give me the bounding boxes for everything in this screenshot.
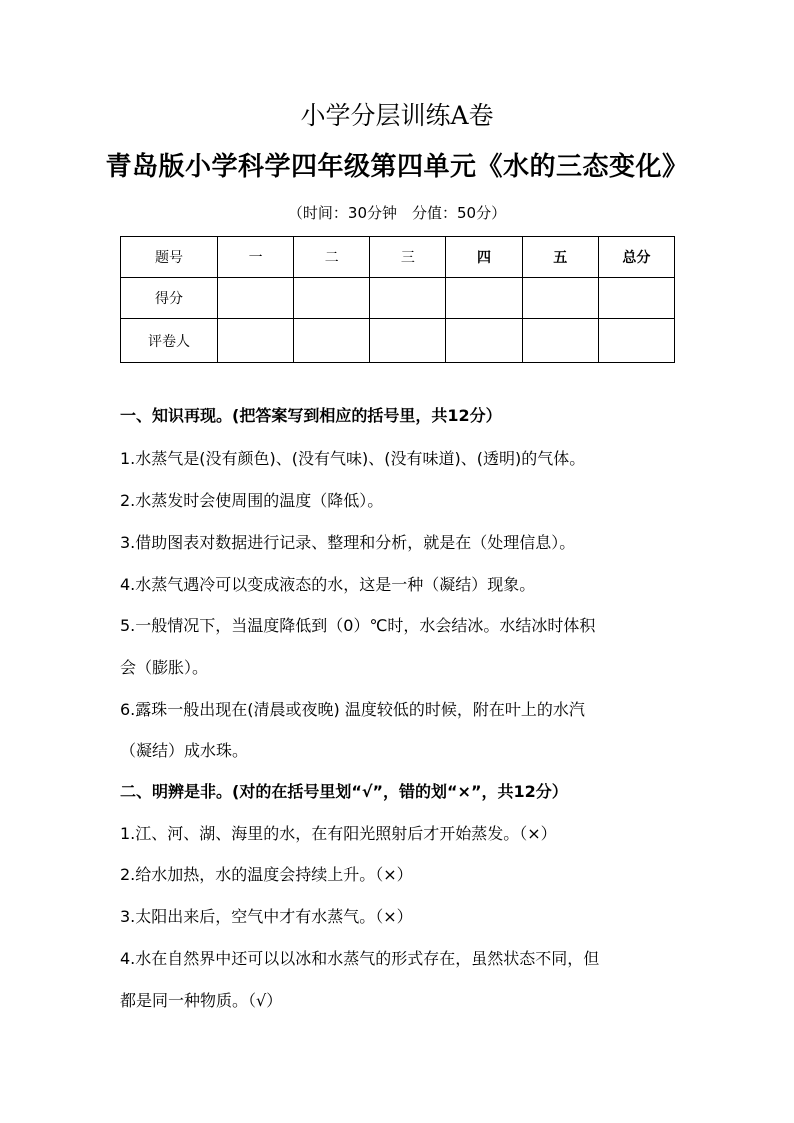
question-line: 1.水蒸气是(没有颜色)、(没有气味)、(没有味道)、(透明)的气体。	[120, 449, 586, 468]
exam-subtitle: 青岛版小学科学四年级第四单元《水的三态变化》	[105, 152, 689, 182]
exam-title: 小学分层训练A卷	[300, 101, 494, 130]
grader-cell[interactable]	[218, 319, 294, 363]
score-table-row-grader	[121, 319, 675, 363]
question-line: 会（膨胀）。	[120, 658, 209, 677]
score-cell[interactable]	[370, 278, 446, 319]
header-cell-2: 二	[294, 237, 370, 278]
header-cell-4: 四	[446, 237, 522, 278]
score-cell[interactable]	[446, 278, 522, 319]
question-line: 3.借助图表对数据进行记录、整理和分析，就是在（处理信息）。	[120, 533, 576, 552]
grader-cell[interactable]	[370, 319, 446, 363]
section-2-heading: 二、明辨是非。(对的在括号里划“√”，错的划“×”，共12分）	[120, 782, 568, 801]
header-cell-3: 三	[370, 237, 446, 278]
grader-cell[interactable]	[446, 319, 522, 363]
question-line: 4.水在自然界中还可以以冰和水蒸气的形式存在，虽然状态不同，但	[120, 949, 600, 968]
question-line: 5.一般情况下，当温度降低到（0）℃时，水会结冰。水结冰时体积	[120, 616, 596, 635]
question-line: 2.水蒸发时会使周围的温度（降低）。	[120, 491, 384, 510]
question-line: 2.给水加热，水的温度会持续上升。（×）	[120, 865, 413, 884]
question-line: 6.露珠一般出现在(清晨或夜晚) 温度较低的时候，附在叶上的水汽	[120, 700, 585, 719]
header-cell-1: 一	[218, 237, 294, 278]
row-label-score: 得分	[121, 278, 218, 319]
score-cell[interactable]	[598, 278, 674, 319]
section-1-heading: 一、知识再现。(把答案写到相应的括号里，共12分）	[120, 406, 502, 425]
question-line: （凝结）成水珠。	[120, 741, 249, 760]
question-line: 1.江、河、湖、海里的水，在有阳光照射后才开始蒸发。（×）	[120, 824, 557, 843]
score-cell[interactable]	[522, 278, 598, 319]
header-cell-question-number: 题号	[121, 237, 218, 278]
score-table-row-score	[121, 278, 675, 319]
question-line: 3.太阳出来后，空气中才有水蒸气。（×）	[120, 907, 413, 926]
grader-cell[interactable]	[598, 319, 674, 363]
header-cell-total: 总分	[598, 237, 674, 278]
score-table	[120, 236, 675, 363]
exam-info: （时间：30分钟 分值：50分）	[287, 204, 507, 222]
grader-cell[interactable]	[522, 319, 598, 363]
score-table-header-row	[121, 237, 675, 278]
grader-cell[interactable]	[294, 319, 370, 363]
question-line: 4.水蒸气遇冷可以变成液态的水，这是一种（凝结）现象。	[120, 575, 536, 594]
row-label-grader: 评卷人	[121, 319, 218, 363]
score-cell[interactable]	[294, 278, 370, 319]
question-line: 都是同一种物质。（√）	[120, 991, 283, 1010]
score-cell[interactable]	[218, 278, 294, 319]
header-cell-5: 五	[522, 237, 598, 278]
